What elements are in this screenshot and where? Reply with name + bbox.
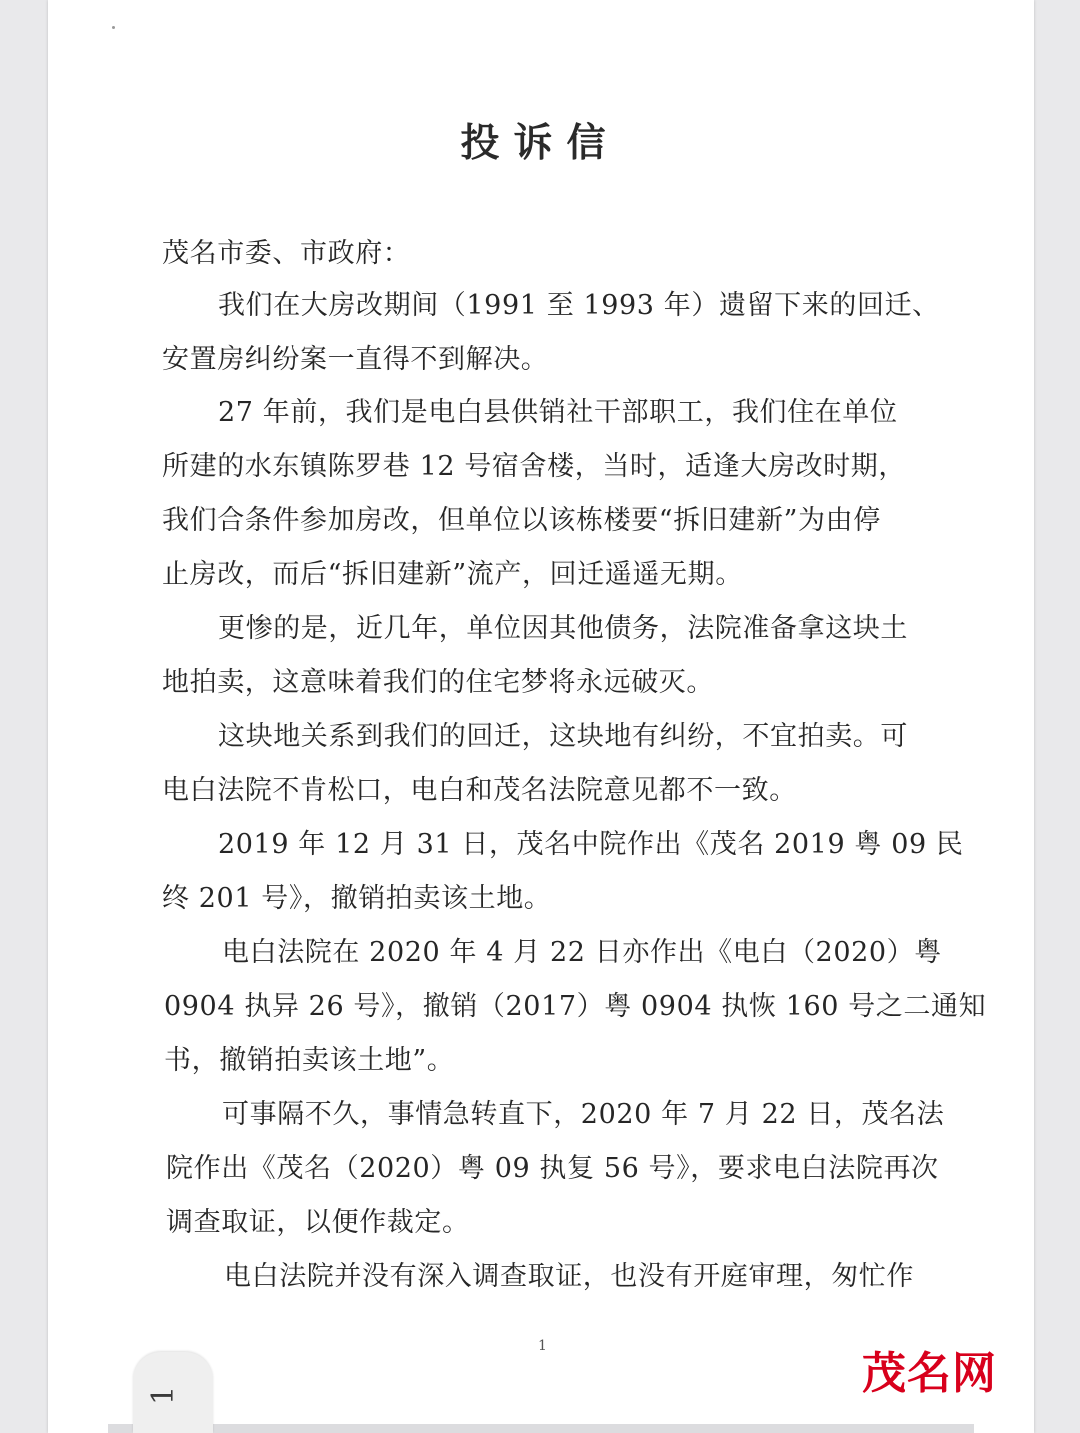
body-line-15: 书，撤销拍卖该土地”。 — [164, 1045, 455, 1076]
page-bottom-edge — [108, 1424, 974, 1433]
body-line-4: 所建的水东镇陈罗巷 12 号宿舍楼，当时，适逢大房改时期， — [162, 451, 906, 482]
page-number: 1 — [538, 1338, 547, 1354]
body-line-7: 更惨的是，近几年，单位因其他债务，法院准备拿这块土 — [218, 613, 908, 644]
body-line-18: 调查取证，以便作裁定。 — [166, 1207, 470, 1238]
body-line-8: 地拍卖，这意味着我们的住宅梦将永远破灭。 — [162, 667, 714, 698]
body-line-19: 电白法院并没有深入调查取证，也没有开庭审理，匆忙作 — [224, 1261, 914, 1292]
body-line-16: 可事隔不久，事情急转直下，2020 年 7 月 22 日，茂名法 — [222, 1099, 945, 1130]
body-line-5: 我们合条件参加房改，但单位以该栋楼要“拆旧建新”为由停 — [162, 505, 881, 536]
page-corner-tab-label: 1 — [146, 1385, 182, 1406]
body-line-3: 27 年前，我们是电白县供销社干部职工，我们住在单位 — [218, 397, 898, 428]
body-line-11: 2019 年 12 月 31 日，茂名中院作出《茂名 2019 粤 09 民 — [218, 829, 964, 860]
body-line-12: 终 201 号》，撤销拍卖该土地。 — [162, 883, 552, 914]
body-line-17: 院作出《茂名（2020）粤 09 执复 56 号》，要求电白法院再次 — [166, 1153, 939, 1184]
site-watermark-logo: 茂名网 — [862, 1348, 997, 1399]
salutation: 茂名市委、市政府： — [162, 238, 411, 269]
body-line-6: 止房改，而后“拆旧建新”流产，回迁遥遥无期。 — [162, 559, 743, 590]
body-line-10: 电白法院不肯松口，电白和茂名法院意见都不一致。 — [162, 775, 797, 806]
scan-speck — [112, 26, 115, 29]
body-line-2: 安置房纠纷案一直得不到解决。 — [162, 344, 549, 375]
body-line-13: 电白法院在 2020 年 4 月 22 日亦作出《电白（2020）粤 — [222, 937, 942, 968]
body-line-14: 0904 执异 26 号》，撤销（2017）粤 0904 执恢 160 号之二通知 — [164, 991, 987, 1022]
document-title: 投诉信 — [460, 121, 620, 166]
body-line-1: 我们在大房改期间（1991 至 1993 年）遗留下来的回迁、 — [218, 290, 940, 321]
body-line-9: 这块地关系到我们的回迁，这块地有纠纷，不宜拍卖。可 — [218, 721, 908, 752]
